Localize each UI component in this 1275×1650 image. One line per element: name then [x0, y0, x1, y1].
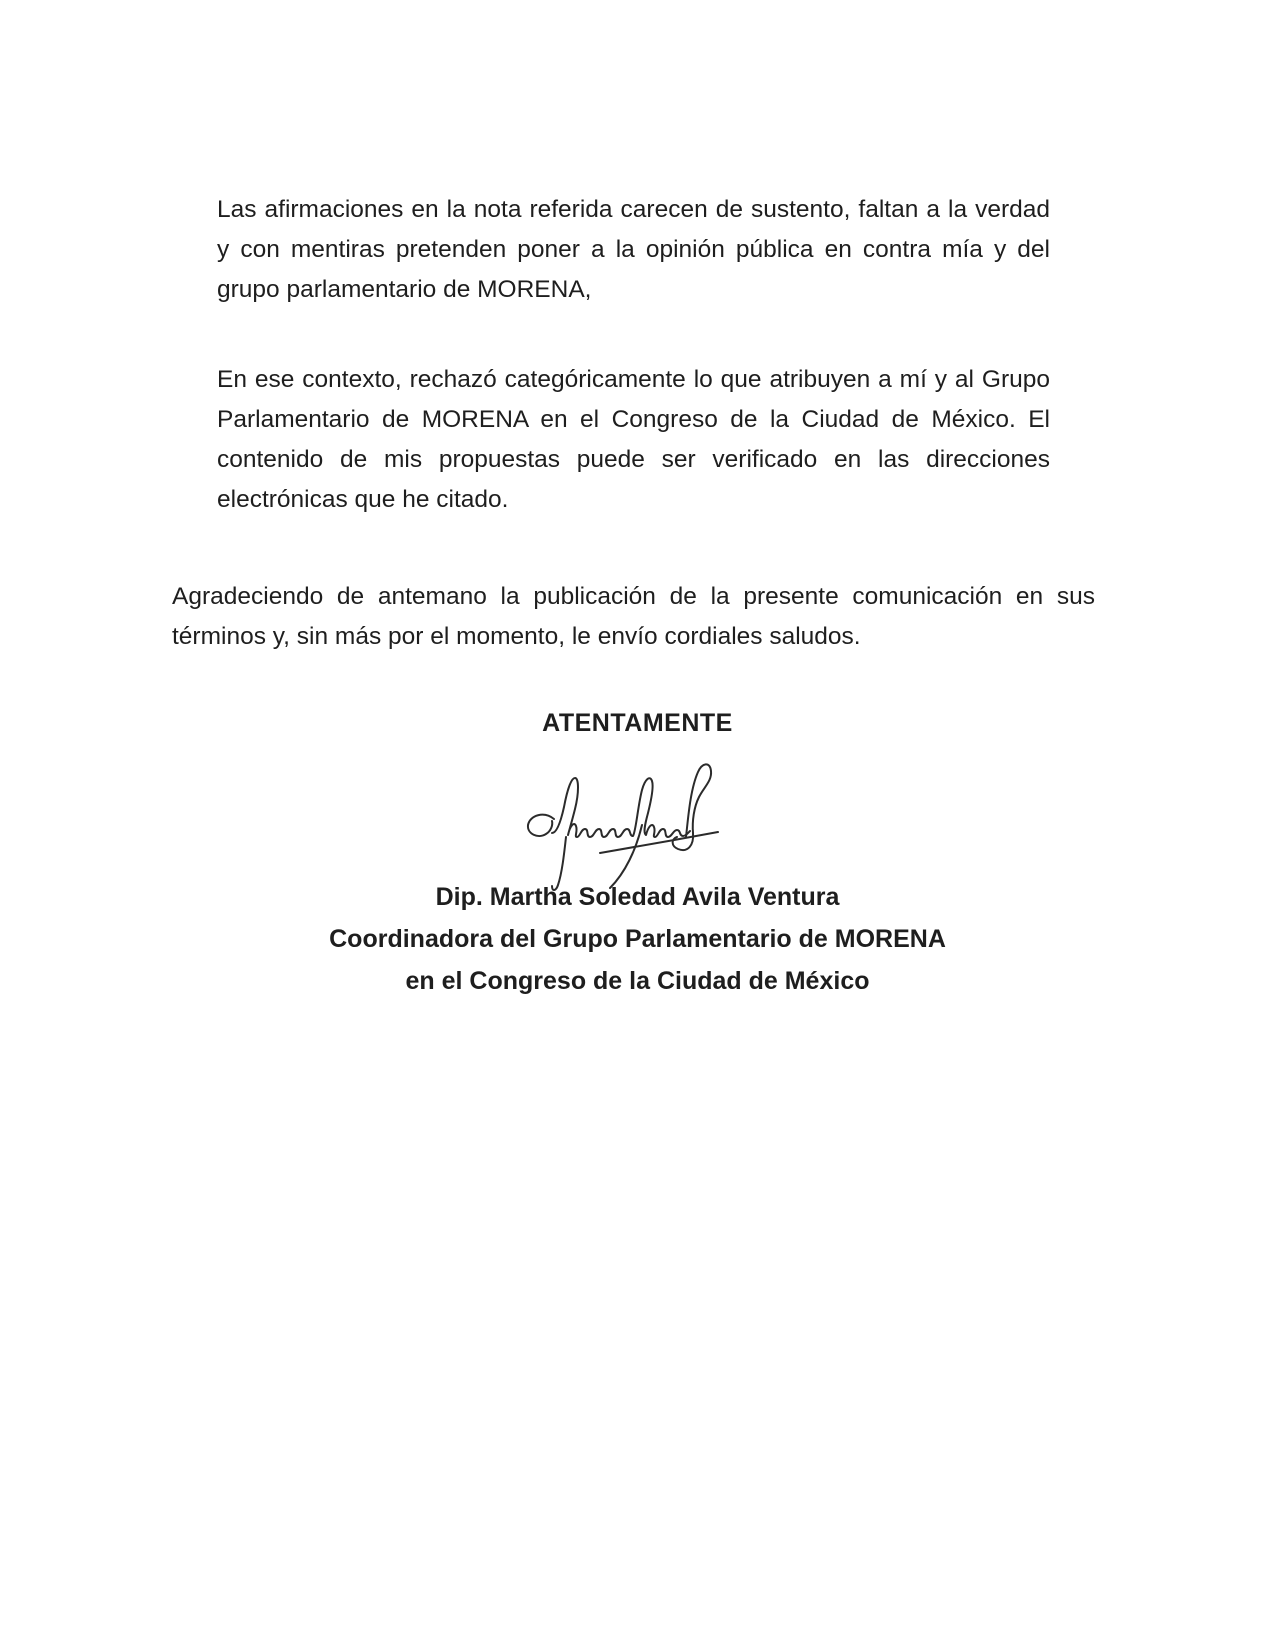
text-line: En ese contexto, rechazó categóricamente lo que atribuyen a mí y al Grupo [217, 366, 1050, 393]
text-line: electrónicas que he citado. [217, 486, 509, 513]
paragraph-2 [217, 360, 1050, 520]
paragraph-1 [217, 190, 1050, 310]
signatory-title: Coordinadora del Grupo Parlamentario de MORENA [329, 925, 946, 953]
text-line: grupo parlamentario de MORENA, [217, 276, 592, 303]
text-line: Agradeciendo de antemano la publicación de la presente comunicación en sus [172, 583, 1095, 610]
text-line: Las afirmaciones en la nota referida carecen de sustento, faltan a la verdad [217, 196, 1050, 223]
text-line: contenido de mis propuestas puede ser verificado en las direcciones [217, 446, 1050, 473]
text-line: Parlamentario de MORENA en el Congreso de la Ciudad de México. El [217, 406, 1050, 433]
text-line: y con mentiras pretenden poner a la opinión pública en contra mía y del [217, 236, 1050, 263]
signature-block [0, 876, 1275, 1002]
closing-salutation: ATENTAMENTE [542, 709, 733, 737]
paragraph-3 [172, 577, 1095, 657]
signatory-organization: en el Congreso de la Ciudad de México [405, 967, 870, 995]
text-line: términos y, sin más por el momento, le envío cordiales saludos. [172, 623, 861, 650]
signatory-name: Dip. Martha Soledad Avila Ventura [435, 883, 840, 911]
